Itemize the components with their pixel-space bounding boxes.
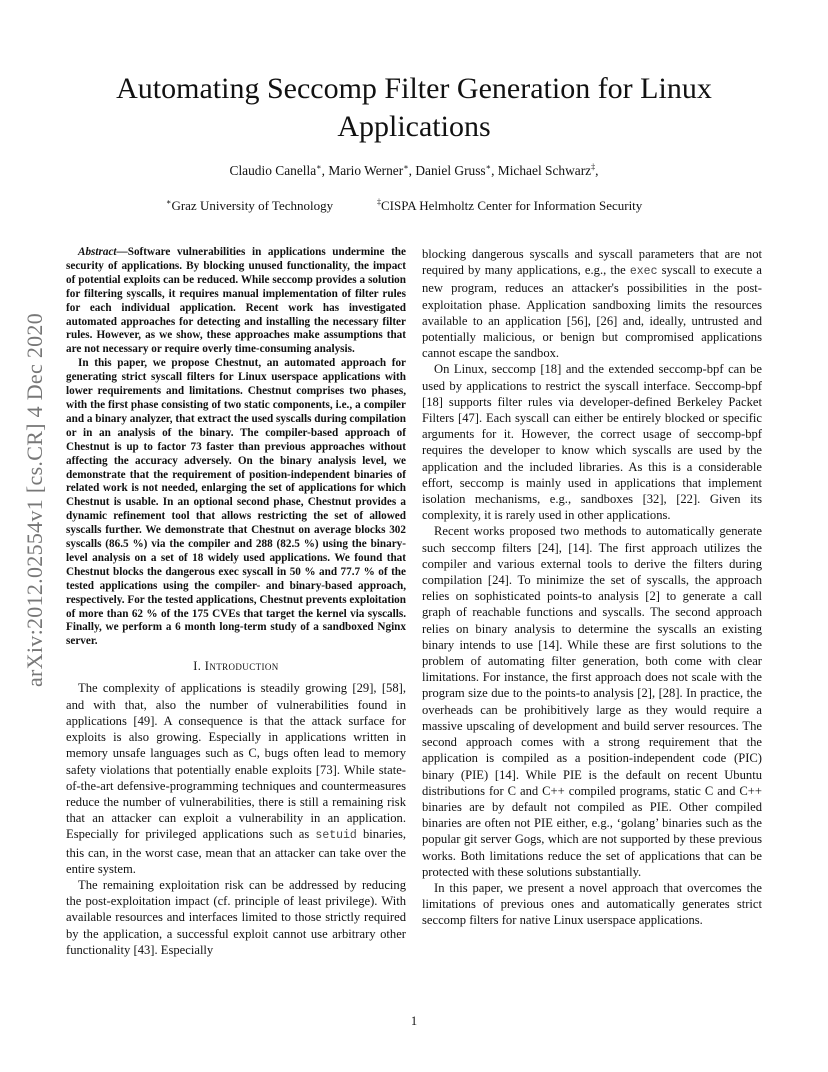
arxiv-stamp-text: arXiv:2012.02554v1 [cs.CR] 4 Dec 2020 [22,312,47,688]
paragraph-text: The complexity of applications is steadily growing [29], [58], and with that, also the number of vulnerabilities found in applications [49]. A consequence is that the attack surface for exploits is also growing. Especially in applications written in memory unsafe languages such as C, bugs often lead to memory safety violations that potentially enable exploits [73]. While state-of-the-art defensive-programming techniques and countermeasures reduce the number of vulnerabilities, there is still a remaining risk that an attacker can exploit a vulnerability in an application. Especially for privileged applications such as [66,681,406,842]
right-column [422,246,762,929]
paper-title: Automating Seccomp Filter Generation for Linux Applications [116,72,712,143]
affiliation-mark: ∗ [403,162,409,172]
section-heading: I. Introduction [193,659,279,674]
abstract-label: Abstract [78,246,117,258]
author-name: Daniel Gruss [415,163,486,178]
author-name: Claudio Canella [229,163,317,178]
body-paragraph: The remaining exploitation risk can be addressed by reducing the post-exploitation impact (cf. principle of least privilege). With available resources and interfaces limited to those strictly required by the application, a successful exploit cannot use arbitrary other functionality [43]. Especially [66,877,406,957]
abstract-paragraph: In this paper, we propose Chestnut, an automated approach for generating strict syscall filters for Linux userspace applications with lower requirements and limitations. Chestnut comprises two phases, with the first phase consisting of two static components, i.e., a compiler and a binary analyzer, that extract the used syscalls during compilation or in an analysis of the binary. The compiler-based approach of Chestnut is up to factor 73 faster than previous approaches without affecting the accuracy adversely. On the binary analysis level, we demonstrate that the requirement of position-independent binaries of related work is not needed, enlarging the set of applications for which Chestnut is usable. In an optional second phase, Chestnut provides a dynamic refinement tool that allows restricting the set of allowed syscalls further. We demonstrate that Chestnut on average blocks 302 syscalls (86.5 %) via the compiler and 288 (82.5 %) using the binary-level analysis on a set of 18 widely used applications. We found that Chestnut blocks the dangerous exec syscall in 50 % and 77.7 % of the tested applications using the compiler- and binary-based approach, respectively. For the tested applications, Chestnut prevents exploitation of more than 62 % of the 175 CVEs that target the kernel via syscalls. Finally, we perform a 6 month long-term study of a sandboxed Nginx server. [66,357,406,648]
body-paragraph: In this paper, we present a novel approach that overcomes the limitations of previous ones and automatically generates strict seccomp filters for native Linux userspace applications. [422,880,762,928]
paragraph-text: blocking dangerous syscalls and syscall parameters that are not required by many applications, e.g., the [422,247,762,278]
author-name: Mario Werner [328,163,404,178]
affiliation-mark: ‡ [591,162,596,172]
abstract-text: —Software vulnerabilities in applications undermine the security of applications. By blocking unused functionality, the impact of potential exploits can be reduced. While seccomp provides a solution for filtering syscalls, it requires manual implementation of filter rules for each individual application. Recent work has investigated automated approaches for detecting and installing the necessary filter rules. However, as we show, these approaches make assumptions that are not necessary or require overly time-consuming analysis. [66,246,406,356]
body-paragraph [66,680,406,876]
abstract [66,246,406,649]
author-list: Claudio Canella∗, Mario Werner∗, Daniel Gruss∗, Michael Schwarz‡, [229,162,599,178]
body-paragraph [422,246,762,361]
introduction-body [66,680,406,957]
affiliation-mark: ∗ [485,162,492,172]
affiliation-mark: ∗ [166,197,172,207]
affiliation-mark: ∗ [316,162,322,172]
affiliation-cispa [377,198,642,214]
abstract-paragraph [66,246,406,357]
page-number: 1 [410,1014,418,1028]
affiliation-text: CISPA Helmholtz Center for Information Security [381,198,643,213]
left-column [66,246,406,958]
affiliation-mark: ‡ [377,197,381,207]
author-name: Michael Schwarz [497,163,592,178]
paragraph-text: syscall to execute a new program, reduces an attacker's possibilities in the post-exploitation phase. Application sandboxing limits the resources available to an application [56], [26] and, ideally, untrusted and potentially malicious, or benign but compromised applications cannot escape the sandbox. [422,263,762,361]
affiliation-text: Graz University of Technology [171,198,334,213]
inline-code: setuid [315,829,357,843]
paragraph-text: binaries, this can, in the worst case, mean that an attacker can take over the entire system. [66,827,406,876]
body-paragraph: Recent works proposed two methods to automatically generate such seccomp filters [24], [14]. The first approach utilizes the compiler and various external tools to derive the filters during compilation [24]. To minimize the set of syscalls, the approach relies on sophisticated points-to analysis [2] to generate a call graph of reachable functions and syscalls. The second approach relies on binary analysis to determine the syscalls an existing binary intends to use [14]. While these are first solutions to the problem of automating filter generation, both come with clear limitations. For instance, the first approach does not scale with the program size due to the points-to analysis [2], [28]. In practice, the overheads can be prohibitively large as they would require a massive upscaling of development and build server resources. The second approach comes with a strong requirement that the application is compiled as a position-independent code (PIC) binary (PIE) [14]. While PIE is the default on recent Ubuntu distributions for C and C++ compiled programs, static C and C++ binaries are by default not compiled as PIE. Other compiled binaries are often not PIE either, e.g., ‘golang’ binaries such as the popular git server Gogs, which are not supported by these previous works. Both limitations reduce the set of applications that can be protected with these solutions substantially. [422,524,762,879]
inline-code: exec [629,265,658,279]
body-paragraph: On Linux, seccomp [18] and the extended seccomp-bpf can be used by applications to restrict the syscall interface. Seccomp-bpf [18] supports filter rules via developer-defined Berkeley Packet Filters [47]. Each syscall can either be entirely blocked or specific arguments for it. However, the correct usage of seccomp-bpf requires the developer to know which syscalls are used by the application and the included libraries. As this is a considerable effort, seccomp is mainly used in applications that implement isolation mechanisms, e.g., sandboxes [32], [22]. Given its complexity, it is rarely used in other applications. [422,362,762,523]
affiliation-graz [166,198,333,214]
arxiv-stamp [20,290,50,710]
